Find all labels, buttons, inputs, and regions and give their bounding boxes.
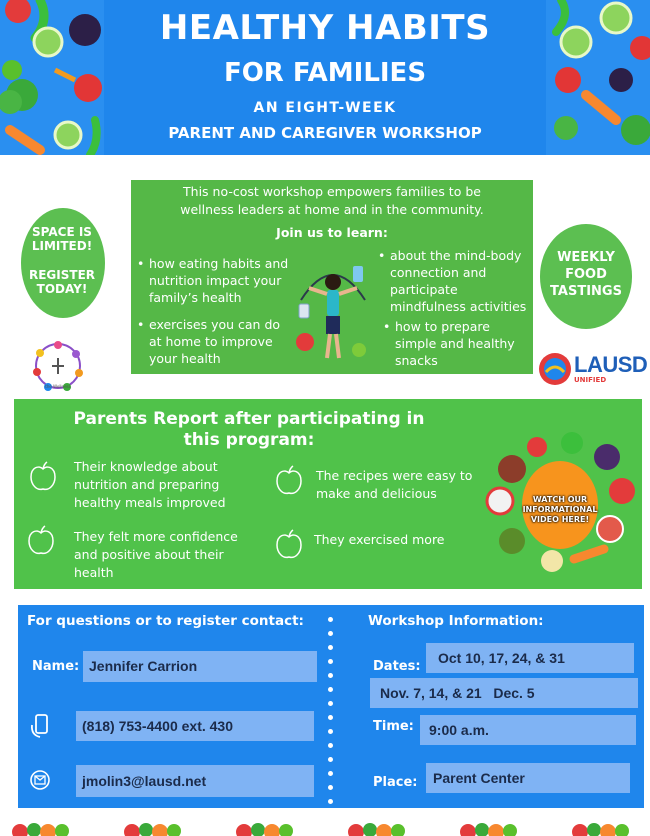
page-title-line2: FOR FAMILIES (223, 58, 427, 88)
lausd-unified-text: UNIFIED (574, 376, 607, 384)
badge-line: TODAY! (36, 282, 88, 296)
lausd-text: LAUSD (574, 352, 648, 377)
badge-line: WEEKLY (557, 250, 615, 265)
video-link[interactable] (482, 429, 638, 579)
badge-line: LIMITED! (31, 239, 93, 253)
video-label-line3: VIDEO HERE! (530, 515, 590, 524)
parents-report-box (14, 399, 642, 589)
report-title-line2: this program: (183, 430, 315, 450)
report-item: The recipes were easy to make and delicious (316, 468, 473, 501)
phone-field: (818) 753-4400 ext. 430 (76, 711, 314, 741)
join-heading: Join us to learn: (276, 225, 388, 240)
intro-box (131, 180, 533, 374)
lausd-seal-icon (538, 352, 572, 386)
report-item: Their knowledge about nutrition and preparing healthy meals improved (74, 459, 226, 510)
dotted-divider (328, 617, 334, 805)
name-label: Name: (32, 659, 80, 674)
intro-line1: This no-cost workshop empowers families to be (183, 184, 481, 199)
badge-line: REGISTER (28, 268, 96, 282)
video-label-line1: WATCH OUR (532, 495, 588, 504)
learn-item: • how eating habits and nutrition impact your family’s health (149, 255, 294, 306)
vegetable-decoration-right (546, 0, 650, 155)
apple-icon (276, 529, 302, 561)
subtitle-line1: AN EIGHT-WEEK (253, 100, 397, 116)
phone-icon (30, 713, 52, 739)
contact-heading: For questions or to register contact: (27, 613, 304, 629)
subtitle-line2: PARENT AND CAREGIVER WORKSHOP (168, 124, 482, 142)
page-title: HEALTHY HABITS (159, 8, 491, 48)
learn-item: • about the mind-body connection and participate mindfulness activities (390, 247, 530, 315)
dates-field-1: Oct 10, 17, 24, & 31 (426, 643, 634, 673)
apple-icon (28, 525, 54, 557)
learn-item: • exercises you can do at home to improve your health (149, 316, 289, 367)
apple-icon (276, 465, 302, 497)
time-field: 9:00 a.m. (420, 715, 636, 745)
wellness-wheel-logo (32, 340, 84, 392)
wellness-label: the Wellness (45, 384, 71, 389)
report-title-line1: Parents Report after participating in (73, 409, 425, 429)
report-item: They exercised more (314, 532, 445, 547)
vegetables-illustration (0, 0, 104, 155)
email-field: jmolin3@lausd.net (76, 765, 314, 797)
badge-line: SPACE IS (32, 225, 92, 239)
report-item: They felt more confidence and positive about their health (74, 529, 238, 580)
vegetable-decoration-left (0, 0, 104, 155)
apple-icon (30, 461, 56, 493)
vegetable-border-illustration (0, 812, 650, 836)
space-limited-badge (21, 208, 105, 318)
vegetables-illustration (546, 0, 650, 155)
video-label-line2: INFORMATIONAL (522, 505, 598, 514)
badge-line: TASTINGS (550, 284, 622, 299)
exercise-person-illustration (293, 260, 373, 368)
lausd-logo (538, 350, 650, 388)
learn-item: • how to prepare simple and healthy snacks (395, 318, 525, 369)
food-tastings-badge (540, 224, 632, 329)
place-field: Parent Center (426, 763, 630, 793)
badge-line: FOOD (565, 267, 607, 282)
place-label: Place: (373, 775, 418, 790)
bottom-vegetable-border (0, 812, 650, 836)
name-field: Jennifer Carrion (83, 651, 317, 682)
dates-label: Dates: (373, 659, 421, 674)
time-label: Time: (373, 719, 414, 734)
email-icon (29, 770, 51, 790)
contact-panel (18, 605, 644, 808)
dates-field-2: Nov. 7, 14, & 21 Dec. 5 (370, 678, 638, 708)
workshop-heading: Workshop Information: (368, 613, 544, 629)
intro-line2: wellness leaders at home and in the community. (180, 202, 484, 217)
